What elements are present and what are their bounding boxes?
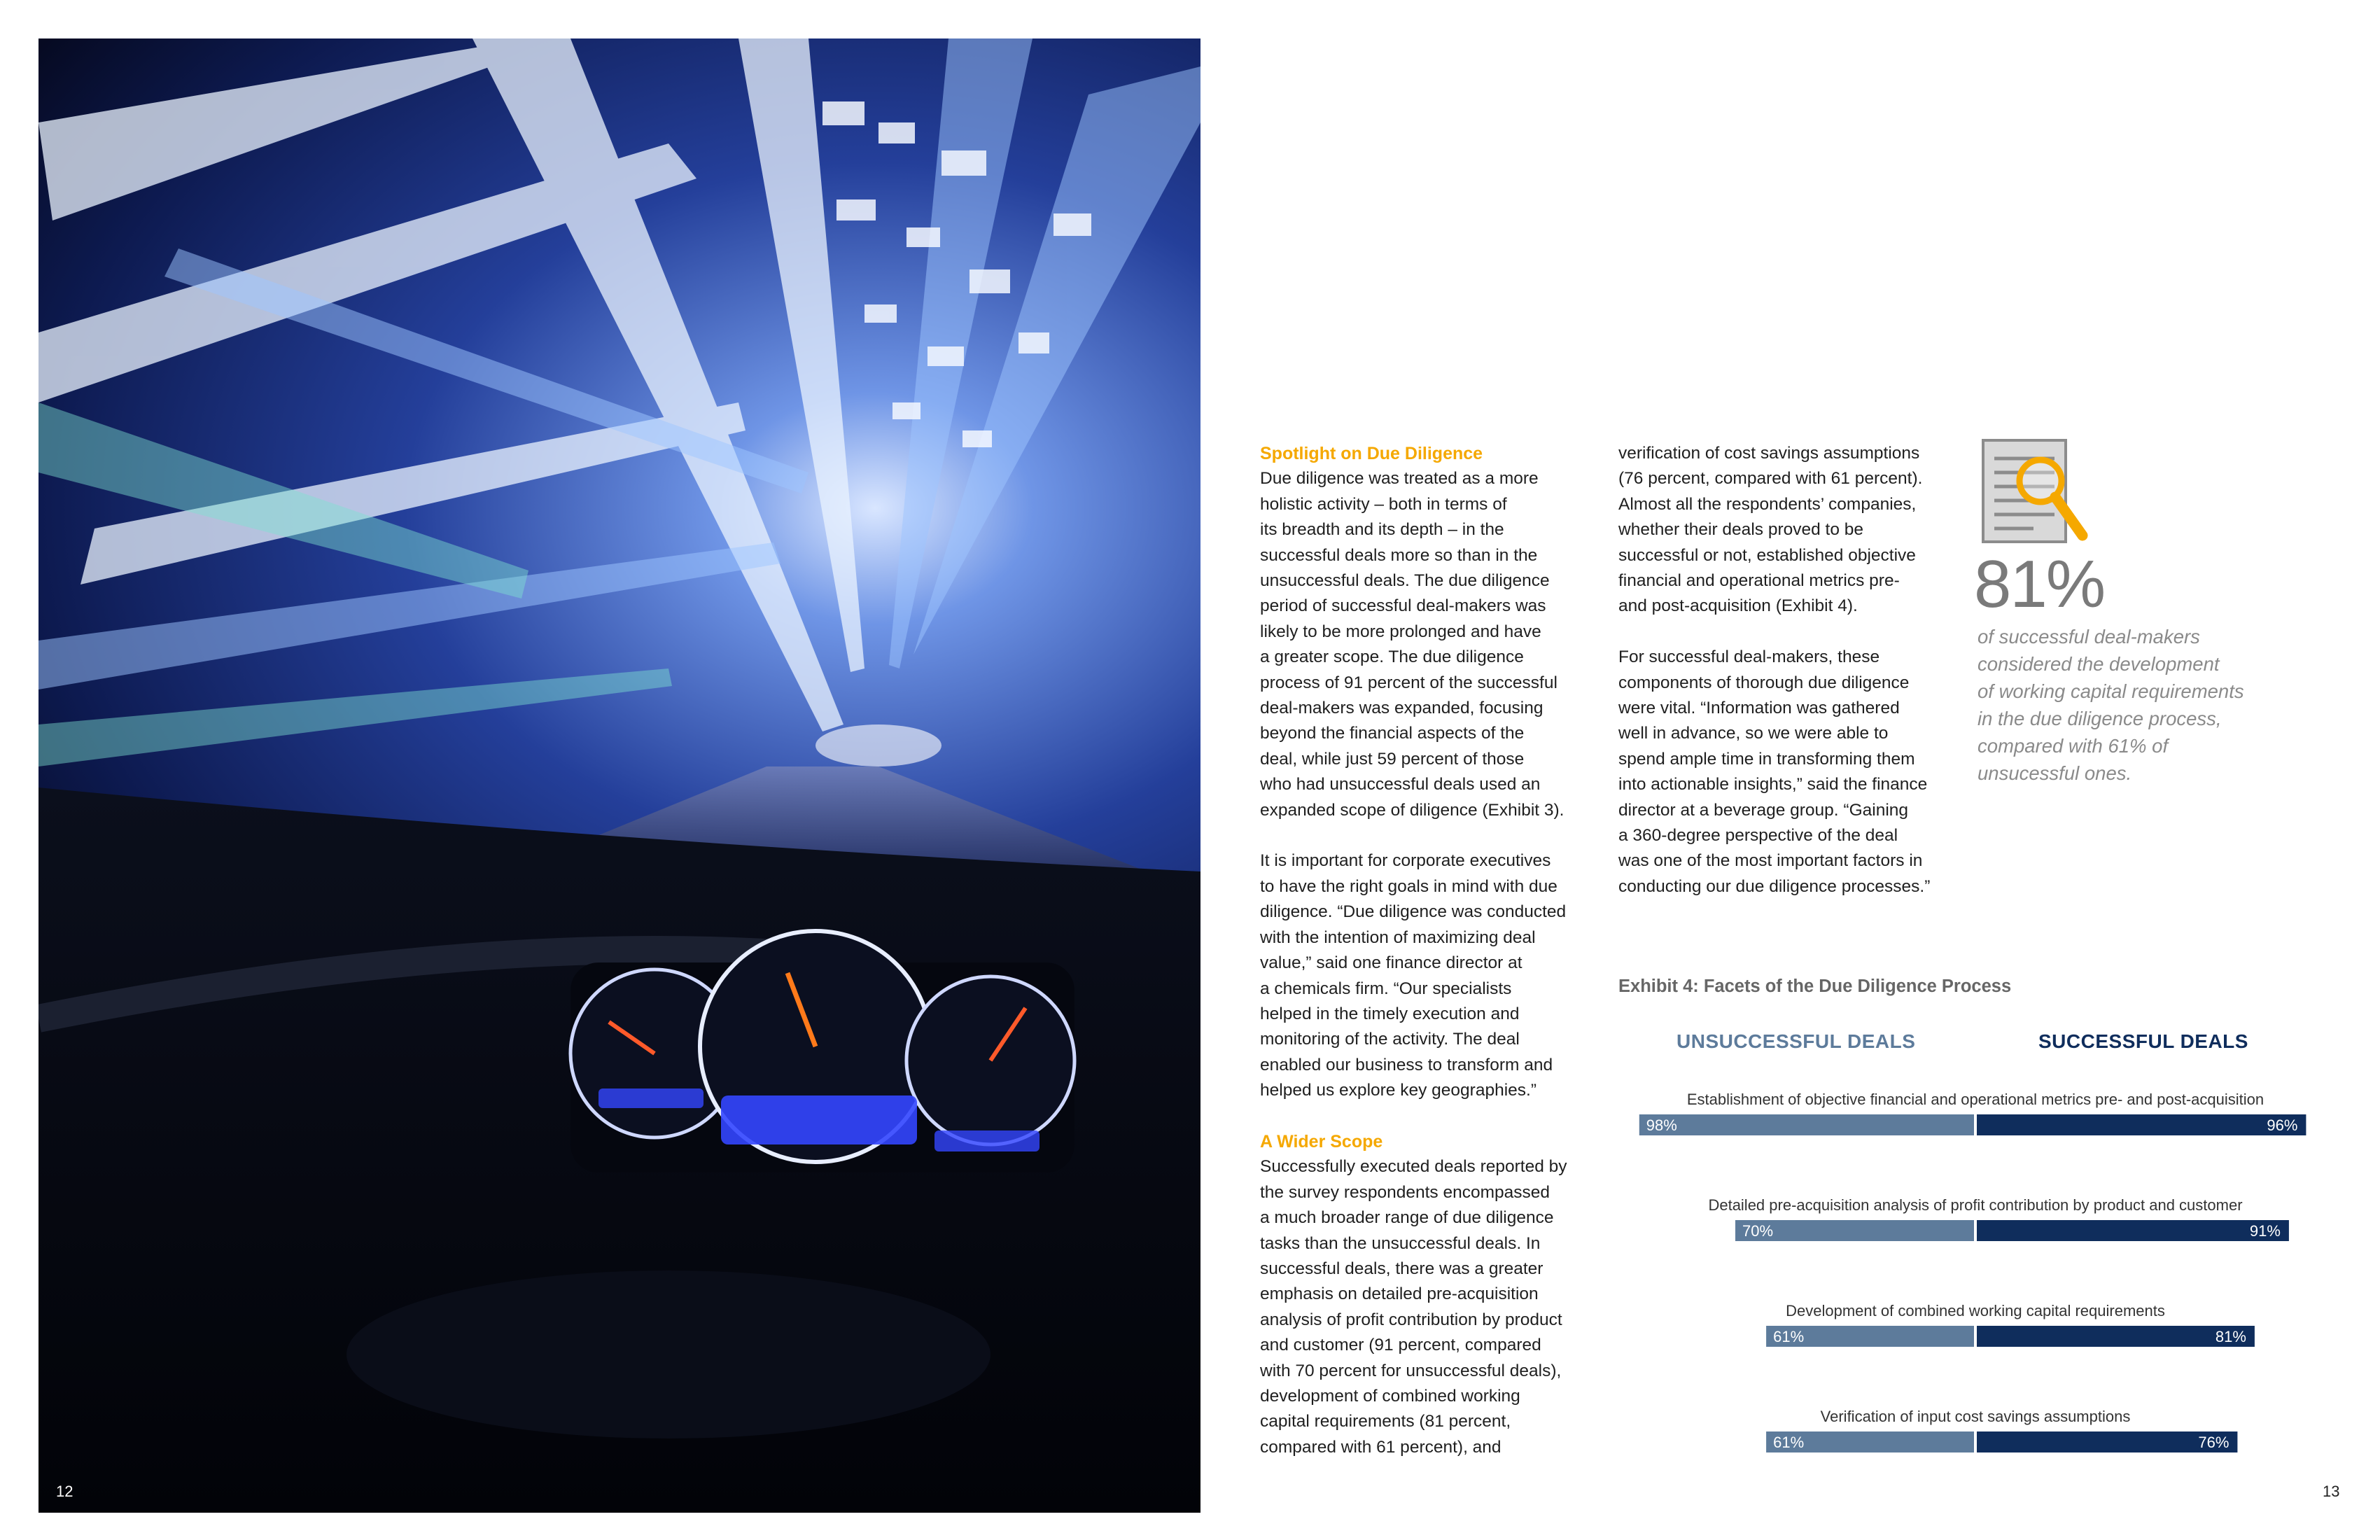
paragraph-spotlight-2: It is important for corporate executives to have the right goals in mind with due diligence. “Due diligence was conducted with the intention of maximizing deal value,” said one finance director at a chemicals firm. “Our specialists helped in the timely execution and monitoring of the activity. The deal enabled our business to transform and helped us explore key geographies.” — [1260, 851, 1567, 1100]
night-driving-photo — [38, 38, 1200, 1513]
bar-label-unsuccessful: 61% — [1773, 1434, 1805, 1451]
bar-label-successful: 96% — [2267, 1116, 2298, 1134]
section-heading-wider-scope: A Wider Scope — [1260, 1131, 1383, 1152]
bar-unsuccessful — [1639, 1114, 1974, 1135]
bar-successful — [1977, 1220, 2289, 1241]
paragraph-wider-scope: Successfully executed deals reported by the survey respondents encompassed a much broader range of due diligence tasks than the unsuccessful deals. In successful deals, there was a greater emphasis on detailed pre-acquisition analysis of profit contribution by product and customer (91 percent, compared with 70 percent for unsuccessful deals), development of combined working capital requirements (81 percent, compared with 61 percent), and — [1260, 1157, 1567, 1457]
callout-stat: 81% — [1974, 547, 2105, 622]
exhibit-chart — [1610, 1078, 2324, 1470]
bar-successful — [1977, 1114, 2306, 1135]
bar-label-unsuccessful: 98% — [1646, 1116, 1677, 1134]
bar-label-successful: 76% — [2198, 1434, 2230, 1451]
category-label: Development of combined working capital requirements — [1786, 1302, 2165, 1320]
exhibit-title: Exhibit 4: Facets of the Due Diligence Process — [1618, 976, 2012, 996]
document-magnifier-icon — [1977, 438, 2104, 550]
section-heading-spotlight: Spotlight on Due Diligence — [1260, 444, 1483, 463]
category-label: Establishment of objective financial and operational metrics pre- and post-acquisition — [1686, 1091, 2264, 1108]
paragraph-verification: verification of cost savings assumptions (76 percent, compared with 61 percent). Almost all the respondents’ companies, whether their deals proved to be successful or not, established objective financial and operational metrics pre- and post-acquisition (Exhibit 4). — [1618, 444, 1923, 616]
category-label: Detailed pre-acquisition analysis of profit contribution by product and customer — [1708, 1196, 2243, 1214]
bar-label-successful: 91% — [2249, 1222, 2281, 1240]
page-number-left: 12 — [56, 1483, 74, 1500]
bar-label-unsuccessful: 61% — [1773, 1328, 1805, 1345]
callout-text: of successful deal-makers considered the development of working capital requirements in the due diligence process, compared with 61% of unsucessful ones. — [1977, 626, 2244, 784]
paragraph-successful-dealmakers: For successful deal-makers, these components of thorough due diligence were vital. “Information was gathered well in advance, so we were able to spend ample time in transforming them into actionable insights,” said the finance director at a beverage group. “Gaining a 360-degree perspective of the deal was one of the most important factors in conducting our due diligence processes.” — [1618, 648, 1931, 896]
photo-illustration — [38, 38, 1200, 1513]
bar-label-unsuccessful: 70% — [1742, 1222, 1774, 1240]
bar-successful — [1977, 1326, 2255, 1347]
legend-successful: SUCCESSFUL DEALS — [2038, 1030, 2248, 1052]
text-column-2 — [1618, 441, 1968, 899]
page-number-right: 13 — [2323, 1483, 2340, 1500]
category-label: Verification of input cost savings assumptions — [1820, 1408, 2131, 1425]
text-column-1 — [1260, 441, 1610, 1460]
paragraph-spotlight-1: Due diligence was treated as a more holistic activity – both in terms of its breadth and its depth – in the successful deals more so than in the unsuccessful deals. The due diligence period of successful deal-makers was likely to be more prolonged and have a greater scope. The due diligence process of 91 percent of the successful deal-makers was expanded, focusing beyond the financial aspects of the deal, while just 59 percent of those who had unsuccessful deals used an expanded scope of diligence (Exhibit 3). — [1260, 469, 1564, 820]
bar-label-successful: 81% — [2215, 1328, 2246, 1345]
legend-unsuccessful: UNSUCCESSFUL DEALS — [1676, 1030, 1916, 1052]
